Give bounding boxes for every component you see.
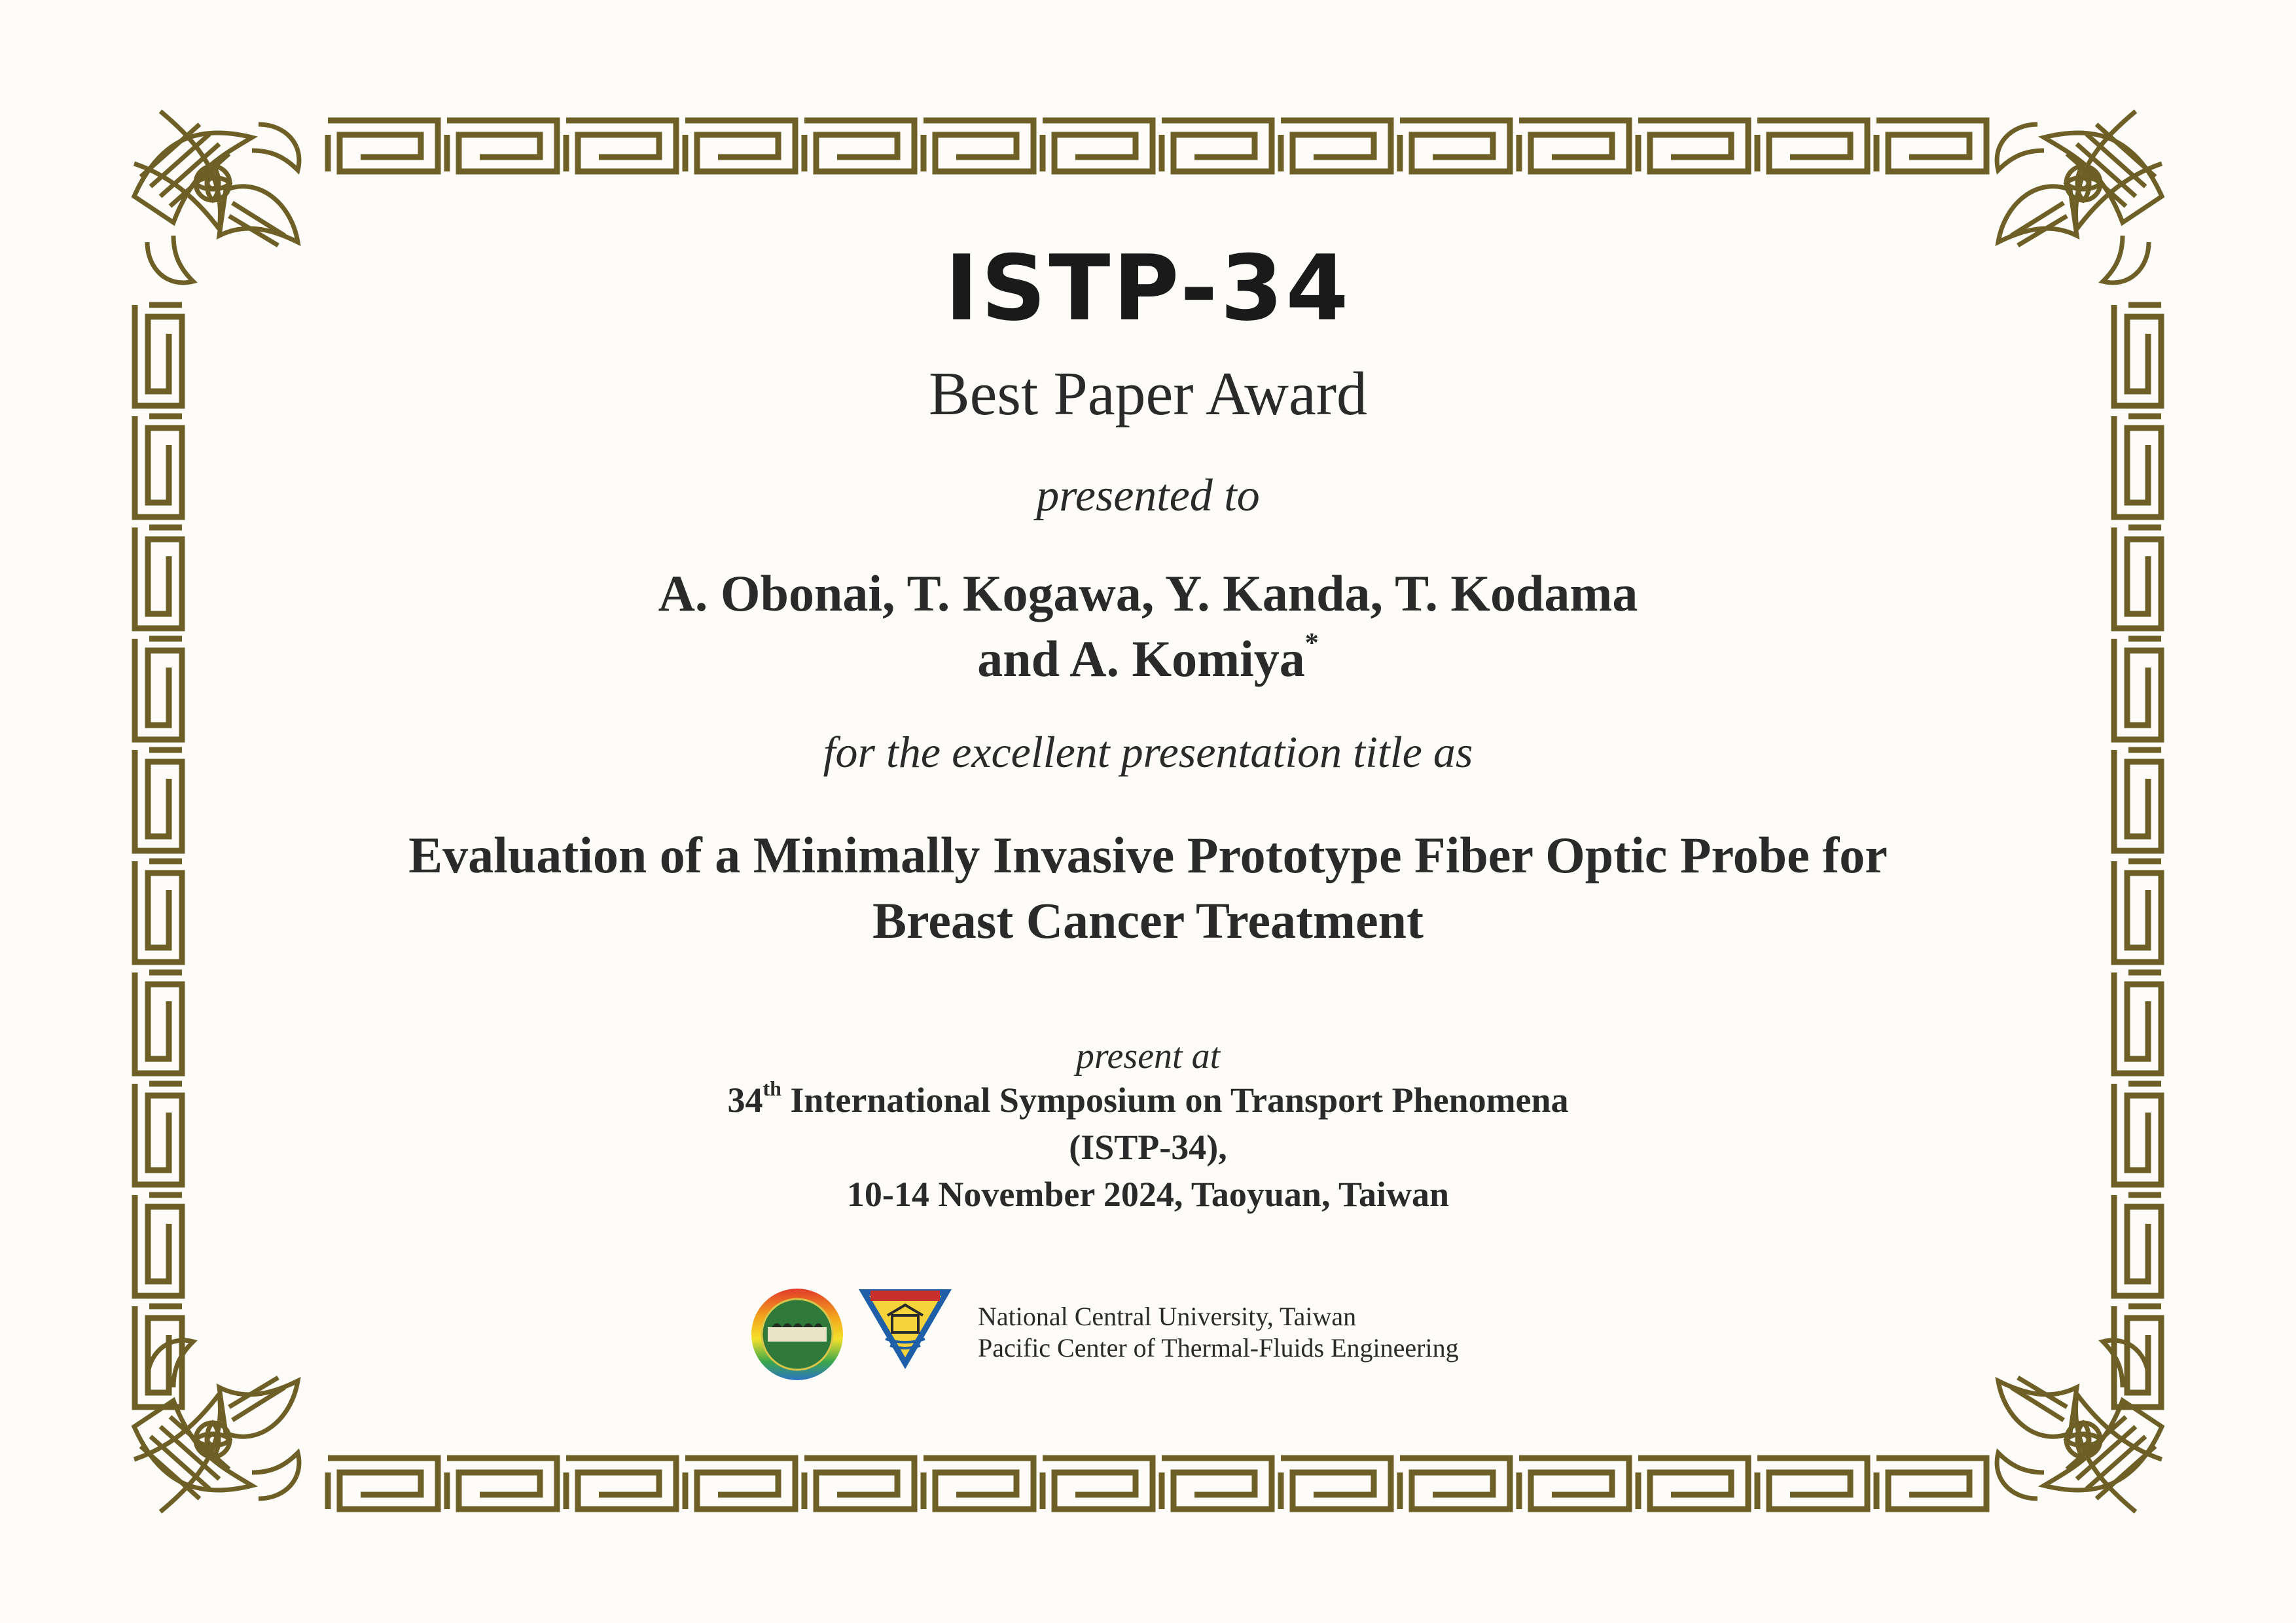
authors-line-2	[0, 630, 2296, 688]
paper-title-line-1: Evaluation of a Minimally Invasive Prototype Fiber Optic Probe for	[408, 827, 1888, 883]
triangular-university-emblem-icon	[856, 1287, 954, 1372]
event-logo: ISTP-34	[944, 236, 1352, 341]
award-title: Best Paper Award	[928, 360, 1368, 428]
organizer-line-1: National Central University, Taiwan	[978, 1302, 1357, 1331]
symposium-name	[0, 1077, 2296, 1120]
paper-title-line-2: Breast Cancer Treatment	[872, 892, 1424, 949]
presentation-intro: for the excellent presentation title as	[823, 727, 1473, 777]
symposium-ordinal: 34	[727, 1080, 763, 1120]
authors-line-1: A. Obonai, T. Kogawa, Y. Kanda, T. Kodama	[658, 565, 1638, 622]
symposium-ordinal-suffix: th	[762, 1077, 781, 1100]
symposium-abbreviation: (ISTP-34),	[1069, 1128, 1227, 1167]
symposium-date-place: 10-14 November 2024, Taoyuan, Taiwan	[846, 1175, 1450, 1214]
symposium-name-text: International Symposium on Transport Phenomena	[781, 1080, 1569, 1120]
presented-to-label: presented to	[1036, 471, 1260, 521]
rainbow-circular-seal-icon	[749, 1287, 845, 1382]
present-at-label: present at	[1075, 1036, 1221, 1077]
organizer-line-2: Pacific Center of Thermal-Fluids Engineering	[978, 1333, 1459, 1363]
corresponding-author-mark: *	[1304, 628, 1319, 658]
authors-line-2-text: and A. Komiya	[977, 630, 1305, 687]
